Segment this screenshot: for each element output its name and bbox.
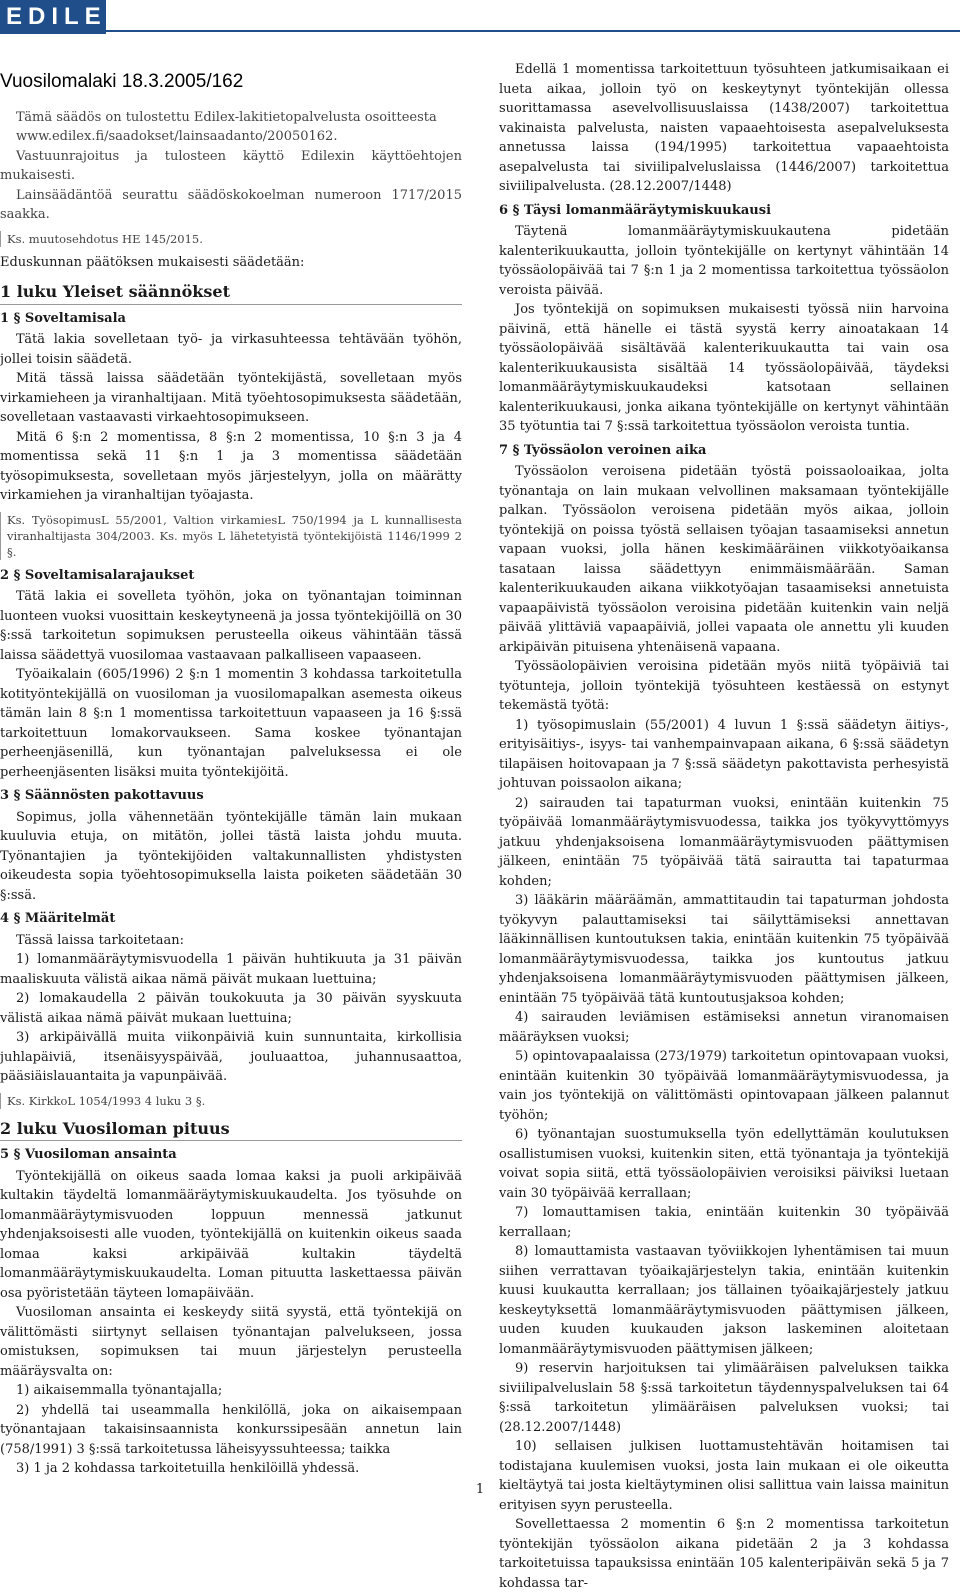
section-heading: 7 § Työssäolon veroinen aika [499, 442, 707, 458]
paragraph: Täytenä lomanmääräytymiskuukautena pidetään kalenterikuukautta, jolloin työntekijälle on kertynyt vähintään 14 työssäolopäivää tai 7 §:n 1 ja 2 momentissa tarkoitettua työssäolon veroista päivää. [499, 224, 949, 298]
paragraph: Vuosiloman ansainta ei keskeydy siitä syystä, että työntekijä on välittömästi siirtynyt sellaisen työnantajan palvelukseen, jossa omistuksen, sopimuksen tai muun järjestelyn perusteella määräysvalta on: [0, 1305, 462, 1379]
list-item: 6) työnantajan suostumuksella työn edellyttämän koulutuksen osallistumisen vuoksi, kuitenkin siten, että työnantaja ja työntekijä voivat sopia siitä, että työssäolopäivien veroisiksi päiviksi luetaan vain 30 työpäivää kerrallaan; [499, 1127, 949, 1201]
list-item: 5) opintovapaalaissa (273/1979) tarkoitetun opintovapaan vuoksi, enintään kuitenkin 30 työpäivää lomanmääräytymisvuodessa, ja vain jos työntekijä on välittömästi opintovapaan jälkeen palannut työhön; [499, 1049, 949, 1123]
list-item: 3) lääkärin määräämän, ammattitaudin tai tapaturman johdosta työkyvyn palauttamiseksi tai säilyttämiseksi annettavan lääkinnällisen kuntoutuksen takia, enintään kuitenkin 75 työpäivää lomanmääräytymisvuodessa, taikka jos kuntoutus jatkuu yhdenjaksoisena lomanmääräytymisvuoden päättymisen jälkeen, enintään 75 työpäivää tätä kuntoutusjaksoa kohden; [499, 893, 949, 1006]
page-number: 1 [475, 1482, 485, 1497]
print-meta [0, 108, 462, 225]
section-heading: 4 § Määritelmät [0, 911, 116, 926]
enactment-clause: Eduskunnan päätöksen mukaisesti säädetään: [0, 254, 305, 270]
paragraph: Edellä 1 momentissa tarkoitettuun työsuhteen jatkumisaikaan ei lueta aikaa, jolloin työ on keskeytynyt työntekijän ollessa suorittamassa asevelvollisuuslaissa (1438/2007) tarkoitettua vakinaista palvelusta, naisten vapaaehtoisesta asepalveluksesta annetussa laissa (194/1995) tarkoitettua vapaaehtoista asepalvelusta tai siviilipalveluslaissa (1446/2007) tarkoitettua siviilipalvelusta. (28.12.2007/1448) [499, 62, 949, 194]
list-item: 3) 1 ja 2 kohdassa tarkoitetuilla henkilöillä yhdessä. [16, 1461, 360, 1476]
paragraph: Mitä 6 §:n 2 momentissa, 8 §:n 2 momentissa, 10 §:n 3 ja 4 momentissa sekä 11 §:n 1 ja 3 momentissa säädetään työsopimuksesta, sovelletaan myös järjestelyyn, jolla on määrätty virkamiehen ja viranhaltijan työajasta. [0, 429, 462, 503]
reference-note: Ks. KirkkoL 1054/1993 4 luku 3 §. [0, 1093, 462, 1109]
paragraph: Työntekijällä on oikeus saada lomaa kaksi ja puoli arkipäivää kultakin täydeltä lomanmääräytymiskuukaudelta. Jos työsuhde on lomanmääräytymisvuoden loppuun mennessä jatkunut yhdenjaksoisesti alle vuoden, työntekijällä on kuitenkin oikeus saada lomaa kaksi arkipäivää kultakin täydeltä lomanmääräytymiskuukaudelta. Loman pituutta laskettaessa päivän osa pyöristetään täyteen lomapäivään. [0, 1168, 462, 1301]
paragraph: Sovellettaessa 2 momentin 6 §:n 2 momentissa tarkoitetun työntekijän työssäolon aikana pidetään 2 ja 3 kohdassa tarkoitetuissa tapauksissa enintään 105 kalenteripäivän sekä 5 ja 7 kohdassa tar- [499, 1517, 949, 1591]
logo-divider [106, 30, 960, 32]
meta-line: Lainsäädäntöä seurattu säädöskokoelman numeroon 1717/2015 saakka. [0, 187, 462, 222]
paragraph: Mitä tässä laissa säädetään työntekijästä, sovelletaan myös virkamieheen ja viranhaltijaan. Mitä työehtosopimuksesta säädetään, sovelletaan vastaavasti virkaehtosopimukseen. [0, 371, 462, 425]
paragraph: Tätä lakia ei sovelleta työhön, joka on työnantajan toiminnan luonteen vuoksi vuosittain keskeytyneenä ja jossa työntekijöillä on 30 §:ssä tarkoitetun sopimuksen perusteella oikeus vähintään tässä laissa säädettyä vuosilomaa vastaavaan palkalliseen vapaaseen. [0, 589, 462, 663]
reference-note: Ks. TyösopimusL 55/2001, Valtion virkamiesL 750/1994 ja L kunnallisesta viranhaltijasta 304/2003. Ks. myös L lähetetyistä työntekijöistä 1146/1999 2 §. [0, 512, 462, 560]
paragraph: Tätä lakia sovelletaan työ- ja virkasuhteessa tehtävään työhön, jollei toisin säädetä. [0, 332, 462, 367]
chapter-heading: 2 luku Vuosiloman pituus [0, 1119, 462, 1142]
list-item: 9) reservin harjoituksen tai ylimääräisen palveluksen taikka siviilipalveluslain 58 §:ssä tarkoitetun täydennyspalveluksen tai 64 §:ssä tarkoitetun ylimääräisen palveluksen vuoksi; tai (28.12.2007/1448) [499, 1361, 949, 1435]
paragraph: Tässä laissa tarkoitetaan: [16, 932, 185, 948]
paragraph: Jos työntekijä on sopimuksen mukaisesti työssä niin harvoina päivinä, että hänelle ei tästä syystä kerry ainoatakaan 14 työssäolopäivää sisältävää kalenterikuukautta tai vain osa kalenterikuukausista sisältää 14 työssäolopäivää, täydeksi lomanmääräytymiskuukaudeksi katsotaan sellainen kalenterikuukausi, jonka aikana työntekijälle on kertynyt vähintään 35 työtuntia tai 7 §:ssä tarkoitettua työssäolon veroista tuntia. [499, 302, 949, 434]
section-heading: 1 § Soveltamisala [0, 310, 126, 326]
list-item: 2) yhdellä tai useammalla henkilöllä, joka on aikaisempaan työnantajaan takaisinsaannista konkurssipesään annetun lain (758/1991) 3 §:ssä tarkoitetussa läheisyyssuhteessa; taikka [0, 1402, 462, 1457]
list-item: 10) sellaisen julkisen luottamustehtävän hoitamisen tai todistajana kuulemisen vuoksi, josta lain mukaan ei ole oikeutta kieltäytyä tai josta kieltäytyminen olisi sallittua vain laissa mainitun erityisen syyn perusteella. [499, 1439, 949, 1513]
meta-line: Vastuunrajoitus ja tulosteen käyttö Edilexin käyttöehtojen mukaisesti. [0, 148, 462, 183]
list-item: 2) sairauden tai tapaturman vuoksi, enintään kuitenkin 75 työpäivää lomanmääräytymisvuodessa, taikka jos työkyvyttömyys jatkuu yhdenjaksoisena lomanmääräytymisvuoden päättymisen jälkeen, enintään 75 työpäivää tätä sairautta tai tapaturmaa kohden; [499, 795, 949, 889]
list-item: 1) aikaisemmalla työnantajalla; [16, 1383, 223, 1398]
left-column [0, 60, 462, 1479]
list-item: 1) työsopimuslain (55/2001) 4 luvun 1 §:ssä säädetyn äitiys-, erityisäitiys-, isyys- tai vanhempainvapaan aikana, 6 §:ssä säädetyn tilapäisen hoitovapaan ja 7 §:ssä säädetyn pakottavista perhesyistä johtuvan poissaolon aikana; [499, 717, 949, 791]
list-item: 2) lomakaudella 2 päivän toukokuuta ja 30 päivän syyskuuta välistä aikaa nämä päivät mukaan luettuina; [0, 991, 462, 1026]
paragraph: Työaikalain (605/1996) 2 §:n 1 momentin 3 kohdassa tarkoitetulla kotityöntekijällä on vuosiloman ja vuosilomapalkan asemesta oikeus tämän lain 8 §:n 1 momentissa tarkoitettuun vapaaseen ja 16 §:ssä tarkoitettuun lomakorvaukseen. Sama koskee työnantajan perheenjäsenillä, kun työnantajan palveluksessa ei ole perheenjäsenten lisäksi muita työntekijöitä. [0, 667, 462, 780]
right-column [499, 60, 949, 1593]
meta-line: Tämä säädös on tulostettu Edilex-lakitietopalvelusta osoitteesta [16, 109, 437, 125]
edilex-logo: EDILEX [0, 0, 106, 34]
chapter-heading: 1 luku Yleiset säännökset [0, 282, 462, 305]
section-heading: 2 § Soveltamisalarajaukset [0, 567, 195, 583]
section-heading: 3 § Säännösten pakottavuus [0, 788, 204, 803]
paragraph: Työssäolon veroisena pidetään työstä poissaoloaikaa, jolta työnantaja on lain mukaan velvollinen maksamaan työntekijälle palkan. Työssäolon veroisena pidetään myös aikaa, jolloin työntekijä on poissa työstä sellaisen työajan tasaamiseksi annetun vapaan vuoksi, jolla hänen keskimääräinen viikkotyöaikansa tasataan laissa säädettyyn enimmäismäärään. Saman kalenterikuukauden aikana viikkotyöajan tasaamiseksi annetuista vapaapäivistä työssäolon veroisina pidetään kuitenkin vain neljä päivää ylittäviä vapaapäiviä, jollei vapaata ole annettu yli kuuden arkipäivän pituisena yhtenäisenä vapaana. [499, 464, 949, 655]
paragraph: Sopimus, jolla vähennetään työntekijälle tämän lain mukaan kuuluvia etuja, on mitätön, jollei tästä laista johdu muuta. Työnantajien ja työntekijöiden valtakunnallisten yhdistysten oikeudesta sopia työehtosopimuksella laista poiketen säädetään 30 §:ssä. [0, 809, 462, 903]
meta-link[interactable]: www.edilex.fi/saadokset/lainsaadanto/20050162. [16, 129, 338, 144]
list-item: 3) arkipäivällä muita viikonpäiviä kuin sunnuntaita, kirkollisia juhlapäiviä, itsenäisyyspäivää, jouluaattoa, juhannusaattoa, pääsiäislauantaita ja vapunpäivää. [0, 1030, 462, 1084]
list-item: 1) lomanmääräytymisvuodella 1 päivän huhtikuuta ja 31 päivän maaliskuuta välistä aikaa nämä päivät mukaan luettuina; [0, 952, 462, 987]
reference-note: Ks. muutosehdotus HE 145/2015. [0, 231, 462, 247]
paragraph: Työssäolopäivien veroisina pidetään myös niitä työpäiviä tai työtunteja, jolloin työntekijä työsuhteen kestäessä on estynyt tekemästä työtä: [499, 659, 949, 713]
list-item: 7) lomauttamisen takia, enintään kuitenkin 30 työpäivää kerrallaan; [499, 1205, 949, 1240]
list-item: 4) sairauden leviämisen estämiseksi annetun viranomaisen määräyksen vuoksi; [499, 1010, 949, 1045]
section-heading: 6 § Täysi lomanmääräytymiskuukausi [499, 202, 772, 218]
section-heading: 5 § Vuosiloman ansainta [0, 1147, 177, 1162]
list-item: 8) lomauttamista vastaavan työviikkojen lyhentämisen tai muun siihen verrattavan työaikajärjestelyn takia, enintään kuitenkin kuusi kuukautta kerrallaan; jos tällainen työaikajärjestely jatkuu keskeytyksettä lomanmääräytymisvuoden päättymisen jälkeen, uuden kuuden kuukauden jakson laskeminen aloitetaan lomanmääräytymisvuoden päättymisen jälkeen; [499, 1244, 949, 1357]
page-title: Vuosilomalaki 18.3.2005/162 [0, 71, 244, 92]
